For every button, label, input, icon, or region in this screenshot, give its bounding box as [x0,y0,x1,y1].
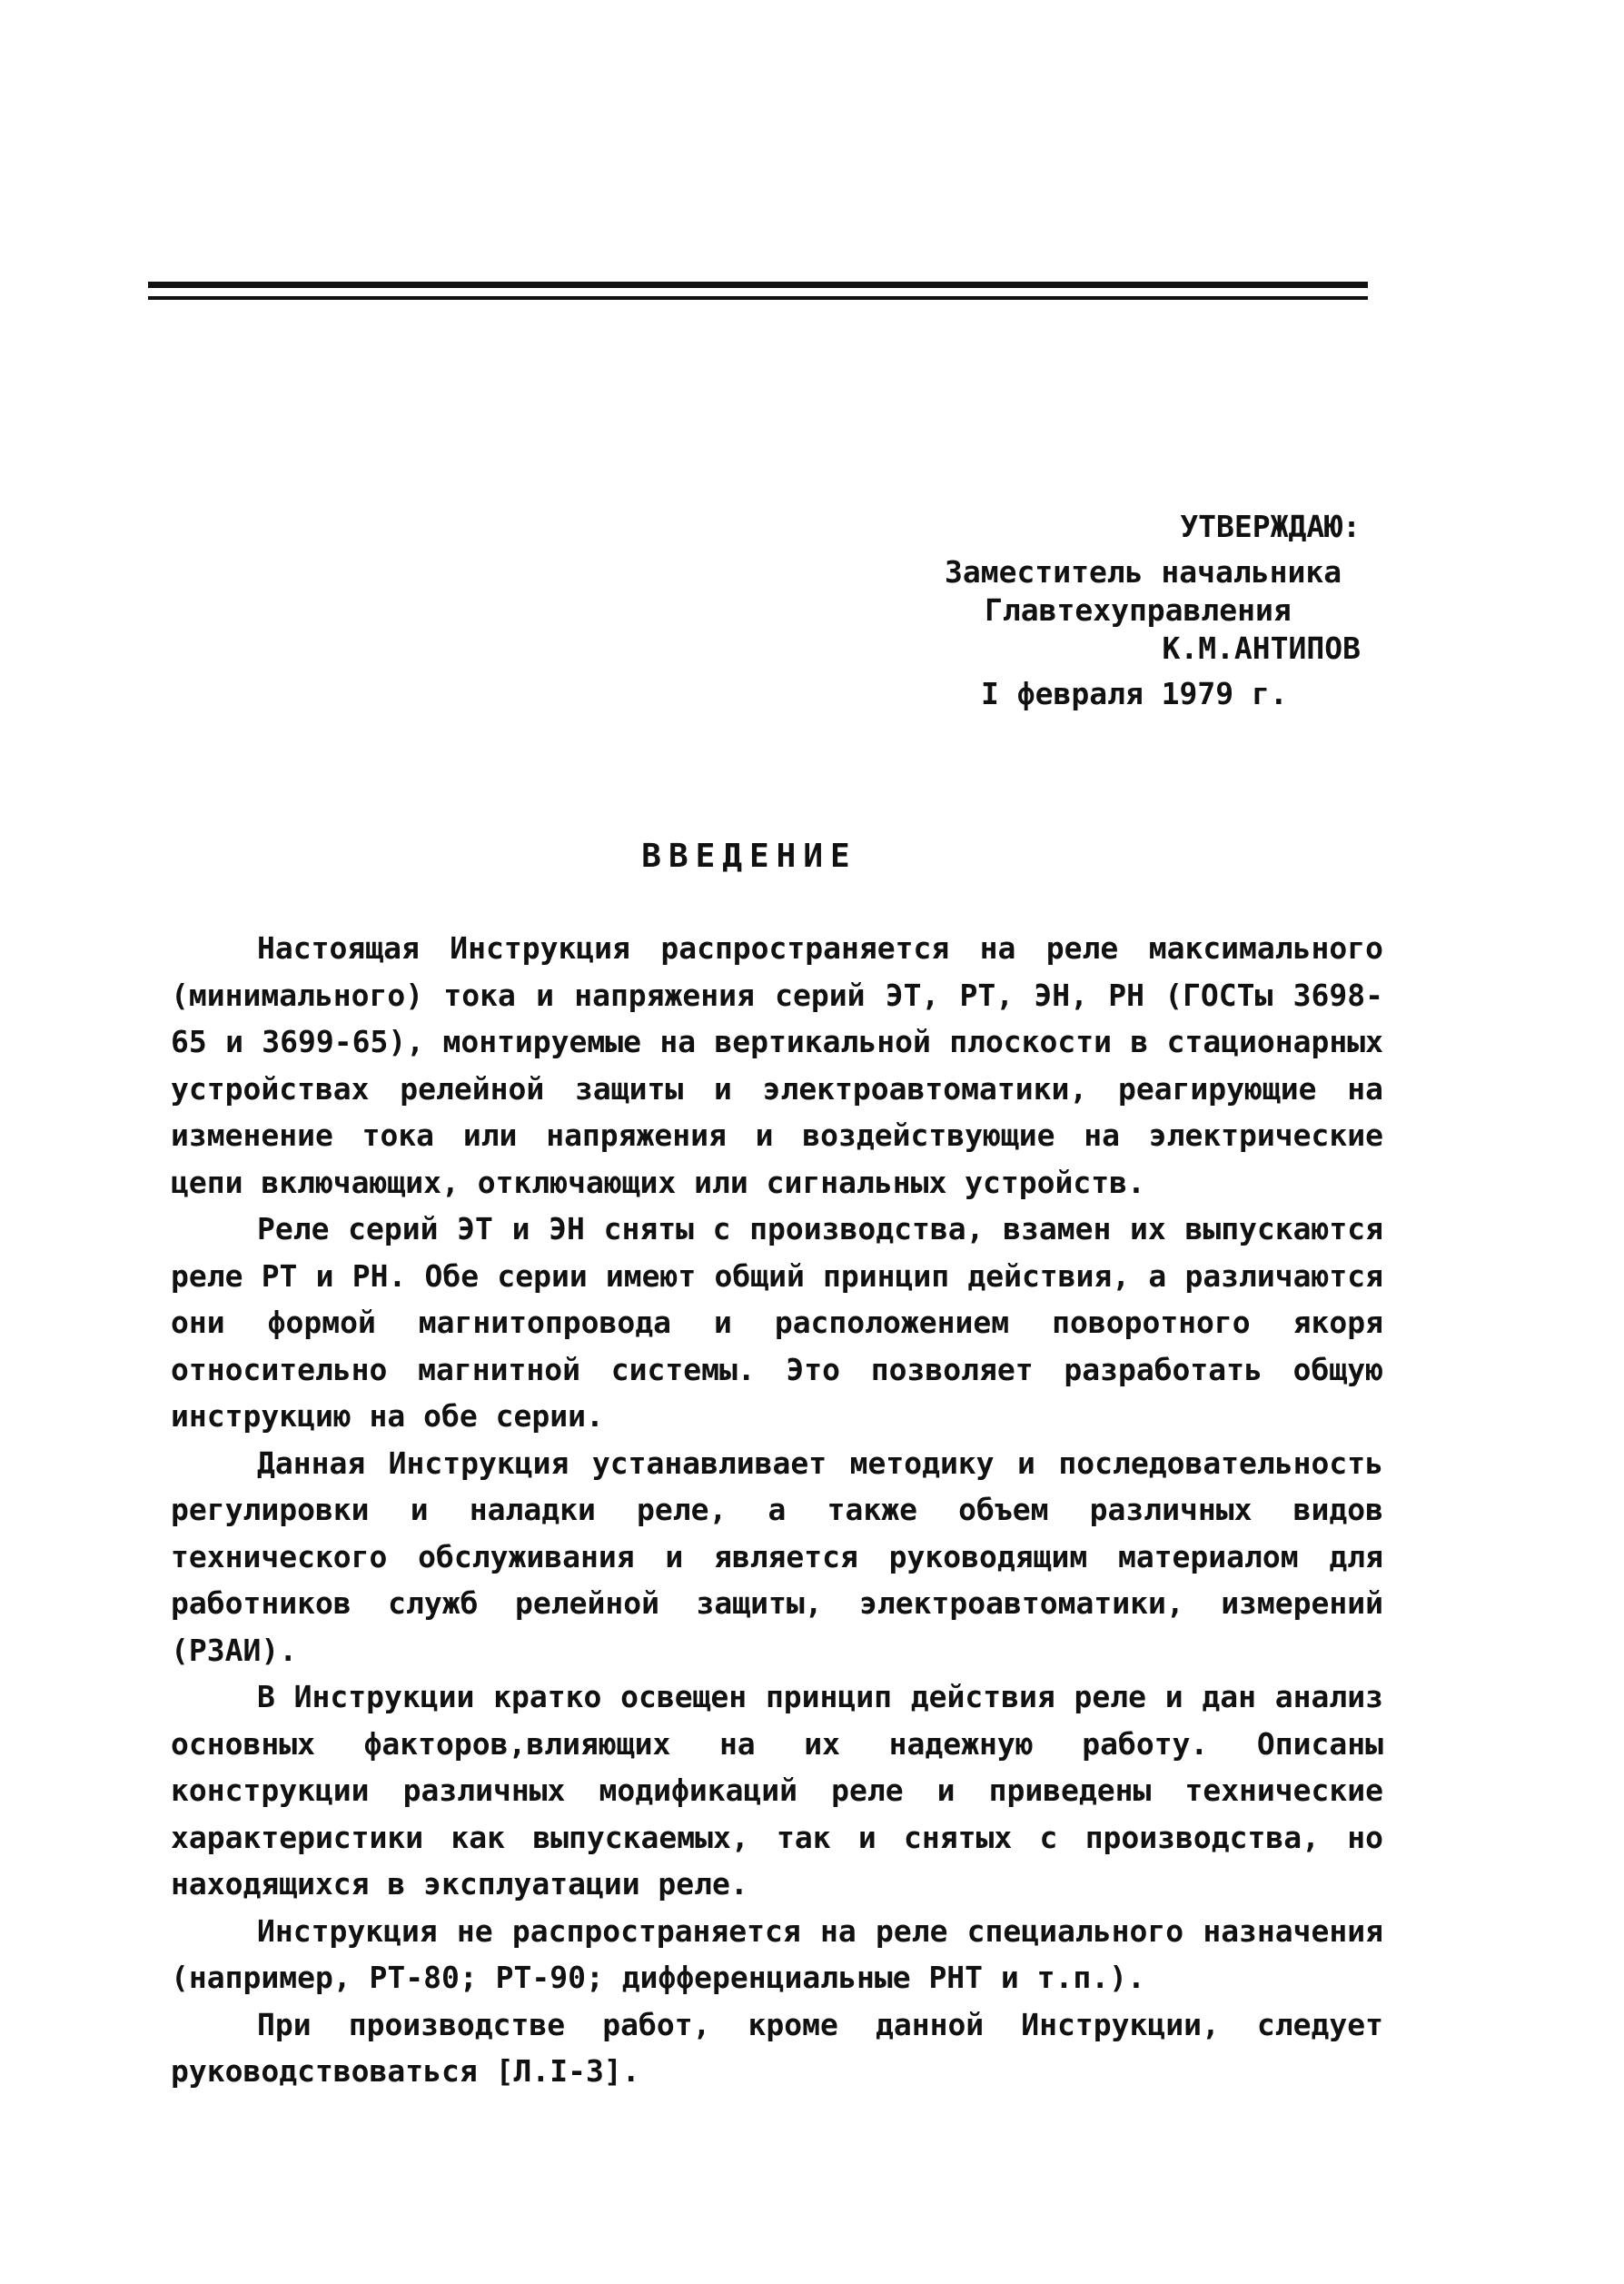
header-rule-thick [148,282,1368,288]
approval-name: К.М.АНТИПОВ [1162,631,1361,666]
paragraph-purpose: Данная Инструкция устанавливает методику и последовательность регулировки и наладки реле, а также объем различных видов технического обслуживания и является руководящим материалом для работников служб релейной защиты, электроавтоматики, измерений (РЗАИ). [171,1445,1383,1668]
approval-position-line2: Главтехуправления [985,592,1292,628]
paragraph-exclusions: Инструкция не распространяется на реле специального назначения (например, РТ-80; РТ-90; дифференциальные РНТ и т.п.). [171,1912,1383,1995]
paragraph-contents: В Инструкции кратко освещен принцип действия реле и дан анализ основных факторов,влияющих на их надежную работу. Описаны конструкции различных модификаций реле и приведены технические характеристики как выпускаемых, так и снятых с производства, но находящихся в эксплуатации реле. [171,1679,1383,1902]
section-title: ВВЕДЕНИЕ [641,838,857,875]
approval-heading: УТВЕРЖДАЮ: [1180,509,1361,544]
approval-block [945,504,1371,717]
header-rule-thin [148,296,1368,300]
paragraph-scope: Настоящая Инструкция распространяется на реле максимального (минимального) тока и напряжения серий ЭТ, РТ, ЭН, РН (ГОСТы 3698-65 и 3699-65), монтируемые на вертикальной плоскости в стационарных устройствах релейной защиты и электроавтоматики, реагирующие на изменение тока или напряжения и воздействующие на электрические цепи включающих, отключающих или сигнальных устройств. [171,930,1383,1200]
paragraph-series: Реле серий ЭТ и ЭН сняты с производства, взамен их выпускаются реле РТ и РН. Обе серии имеют общий принцип действия, а различаются они формой магнитопровода и расположением поворотного якоря относительно магнитной системы. Это позволяет разработать общую инструкцию на обе серии. [171,1211,1383,1434]
approval-position-line1: Заместитель начальника [945,554,1342,590]
document-body [171,925,1383,2095]
paragraph-references: При производстве работ, кроме данной Инструкции, следует руководствоваться [Л.I-3]. [171,2006,1383,2089]
approval-date: I февраля 1979 г. [981,676,1288,711]
